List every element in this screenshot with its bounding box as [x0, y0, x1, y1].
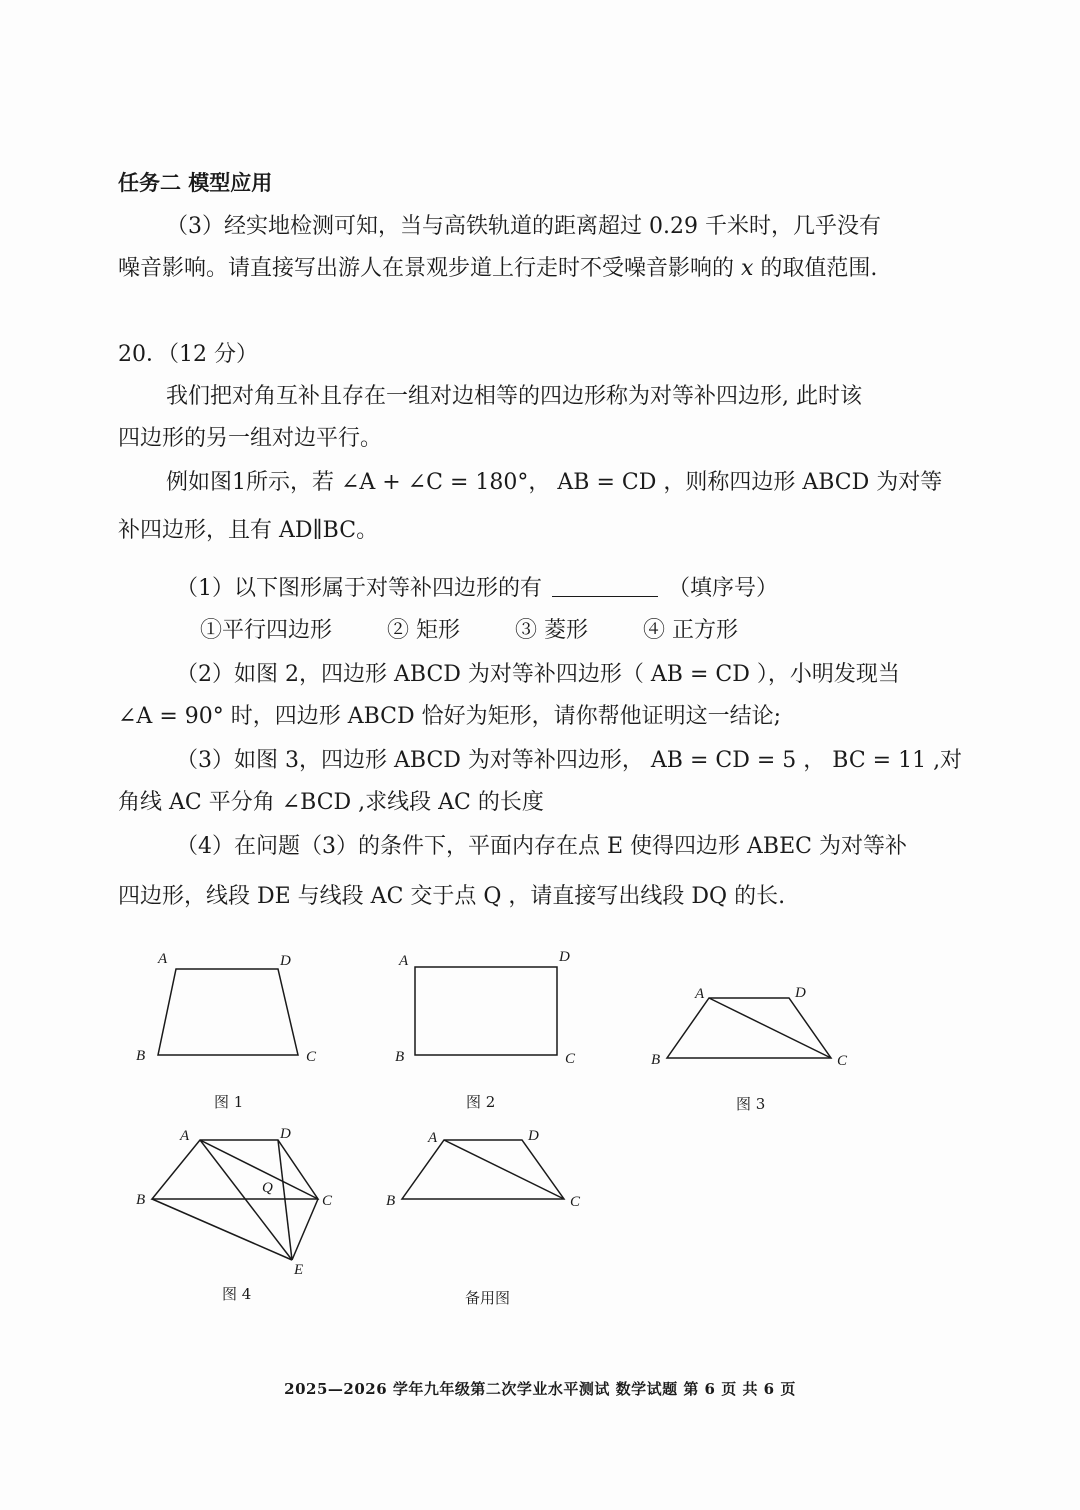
fig3-label-c: C — [837, 1053, 848, 1069]
figure-1-caption: 图 1 — [214, 1093, 244, 1111]
fig1-quadrilateral — [158, 969, 298, 1055]
fig3-label-b: B — [651, 1052, 661, 1068]
option-3: ③ 菱形 — [515, 618, 589, 643]
fig5-quadrilateral — [402, 1140, 564, 1199]
fig2-label-c: C — [565, 1051, 576, 1067]
fig1-label-d: D — [280, 953, 291, 969]
question-3-line-2: 角线 AC 平分角 ∠BCD ,求线段 AC 的长度 — [118, 790, 544, 815]
definition-line-2: 四边形的另一组对边平行。 — [118, 426, 383, 451]
option-1: ①平行四边形 — [200, 618, 333, 643]
fig4-segment-ce — [292, 1199, 318, 1260]
task2-q3-line2: 噪音影响。请直接写出游人在景观步道上行走时不受噪音影响的 x 的取值范围. — [118, 256, 878, 281]
fig4-label-d: D — [280, 1126, 291, 1142]
fig4-segment-ae — [200, 1140, 292, 1260]
example-line-1: 例如图1所示，若 ∠A + ∠C = 180°， AB = CD ，则称四边形 ABCD 为对等 — [166, 470, 943, 495]
question-1-options — [200, 616, 786, 646]
example-line-2: 补四边形，且有 AD∥BC。 — [118, 518, 379, 543]
question-2-line-2: ∠A = 90° 时，四边形 ABCD 恰好为矩形，请你帮他证明这一结论; — [118, 704, 782, 729]
figure-spare — [380, 1120, 600, 1220]
fig3-quadrilateral — [667, 998, 831, 1058]
fig4-quadrilateral-abcd — [152, 1140, 318, 1199]
fig4-segment-be — [152, 1199, 292, 1260]
figure-2-caption: 图 2 — [466, 1093, 496, 1111]
task2-q3-line1: （3）经实地检测可知，当与高铁轨道的距离超过 0.29 千米时，几乎没有 — [166, 214, 881, 239]
fig1-label-c: C — [306, 1049, 317, 1065]
fig5-label-b: B — [386, 1193, 396, 1209]
question-3-line-1: （3）如图 3，四边形 ABCD 为对等补四边形， AB = CD = 5 ， BC = 11 ,对 — [176, 748, 963, 773]
fig4-label-q: Q — [262, 1180, 273, 1196]
figure-spare-caption: 备用图 — [465, 1289, 511, 1307]
fig4-label-b: B — [136, 1192, 146, 1208]
fig5-label-d: D — [528, 1128, 539, 1144]
fig1-label-a: A — [158, 951, 168, 967]
question-1: （1）以下图形属于对等补四边形的有 （填序号） — [176, 576, 779, 601]
fig4-label-a: A — [180, 1128, 190, 1144]
figure-2 — [385, 945, 585, 1075]
question-2-line-1: （2）如图 2，四边形 ABCD 为对等补四边形（ AB = CD ），小明发现当 — [176, 662, 900, 687]
problem-20-number: 20．（12 分） — [118, 342, 258, 367]
figure-3 — [645, 980, 865, 1080]
figure-3-caption: 图 3 — [736, 1095, 766, 1113]
fig4-label-c: C — [322, 1193, 333, 1209]
question-4-line-2: 四边形，线段 DE 与线段 AC 交于点 Q ，请直接写出线段 DQ 的长. — [118, 884, 786, 909]
definition-line-1: 我们把对角互补且存在一组对边相等的四边形称为对等补四边形, 此时该 — [166, 384, 862, 409]
fig5-label-c: C — [570, 1194, 581, 1210]
task2-heading: 任务二 模型应用 — [118, 171, 273, 195]
figure-4 — [130, 1120, 350, 1280]
fig4-label-e: E — [294, 1262, 304, 1278]
fig4-diagonal-ac — [200, 1140, 318, 1199]
fig2-rectangle — [415, 967, 557, 1055]
fig1-label-b: B — [136, 1048, 146, 1064]
fig3-diagonal-ac — [709, 998, 831, 1058]
fig5-diagonal-ac — [444, 1140, 564, 1199]
figure-4-caption: 图 4 — [222, 1285, 252, 1303]
fig2-label-d: D — [559, 949, 570, 965]
page-footer: 2025—2026 学年九年级第二次学业水平测试 数学试题 第 6 页 共 6 页 — [284, 1380, 796, 1398]
fig2-label-a: A — [399, 953, 409, 969]
option-4: ④ 正方形 — [643, 618, 739, 643]
option-2: ② 矩形 — [387, 618, 461, 643]
question-4-line-1: （4）在问题（3）的条件下，平面内存在点 E 使得四边形 ABEC 为对等补 — [176, 834, 907, 859]
fig3-label-a: A — [695, 986, 705, 1002]
fig5-label-a: A — [428, 1130, 438, 1146]
answer-blank[interactable] — [552, 574, 658, 597]
fig2-label-b: B — [395, 1049, 405, 1065]
figure-1 — [130, 945, 330, 1075]
fig3-label-d: D — [795, 985, 806, 1001]
